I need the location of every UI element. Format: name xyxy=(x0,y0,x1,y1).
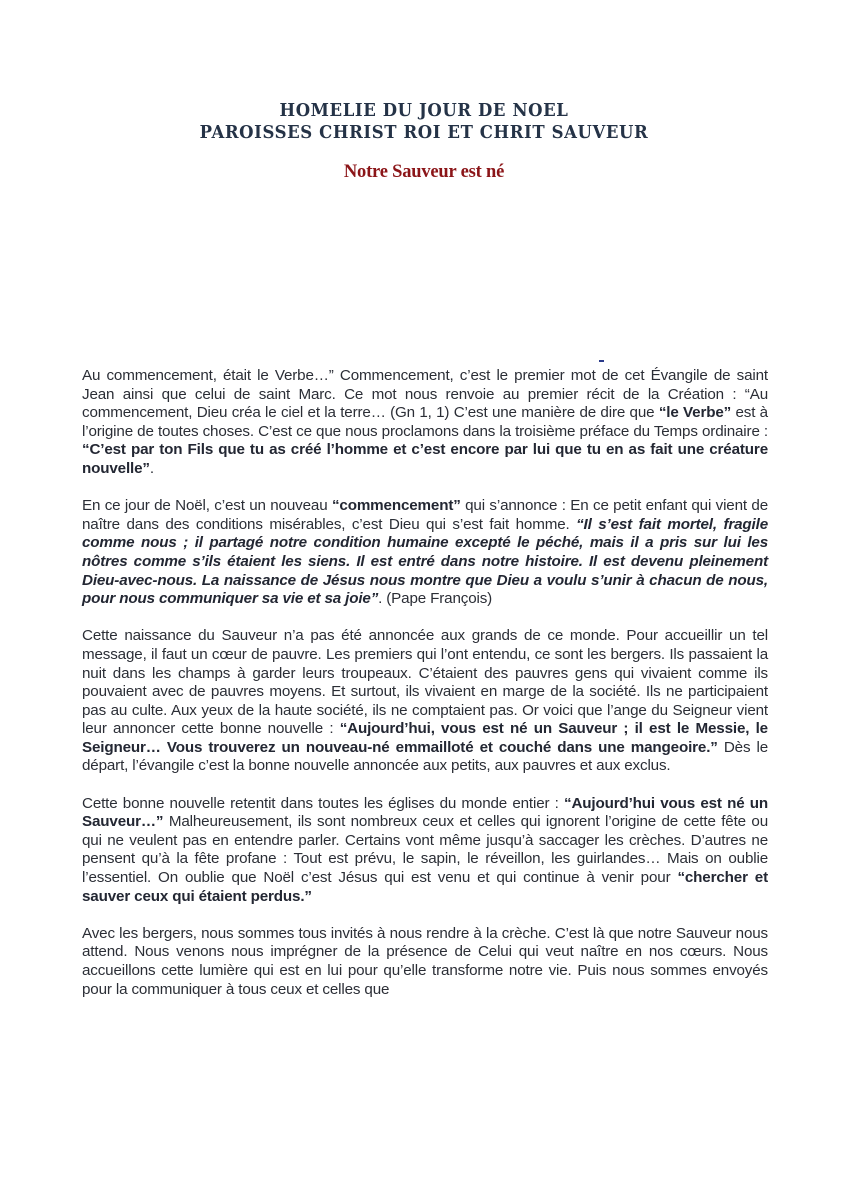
paragraph-1 xyxy=(82,367,768,479)
text-run: En ce jour de Noël, c’est un nouveau xyxy=(82,497,332,515)
bold-quote: “C’est par ton Fils que tu as créé l’homme et c’est encore par lui que tu en as fait une créature nouvelle” xyxy=(82,441,768,477)
text-run: qui s’annonce : En ce petit enfant qui vient de naître dans des conditions misérables, c’est Dieu qui s’est fait homme. xyxy=(82,497,769,533)
paragraph-2 xyxy=(82,497,768,609)
bold-quote: “chercher et sauver ceux qui étaient perdus.” xyxy=(82,869,768,905)
text-run: . (Pape François) xyxy=(378,590,493,608)
text-run: est à l’origine de toutes choses. C’est ce que nous proclamons dans la troisième préface du Temps ordinaire : xyxy=(82,404,768,440)
text-run: Cette bonne nouvelle retentit dans toutes les églises du monde entier : xyxy=(82,794,564,812)
text-run: Avec les bergers, nous sommes tous invités à nous rendre à la crèche. C’est là que notre Sauveur nous attend. Nous venons nous imprégner de la présence de Celui qui veut naître en nos cœurs. Nous accueillons cette lumière qui est en lui pour qu’elle transforme notre vie. Puis nous sommes envoyés pour la communiquer à tous ceux et celles que xyxy=(82,924,768,998)
dash-marker xyxy=(599,360,604,362)
text-run: Dès le départ, l’évangile c’est la bonne nouvelle annoncée aux petits, aux pauvres et aux exclus. xyxy=(82,738,768,775)
bold-quote: “commencement” xyxy=(331,497,461,515)
text-run: Au commencement, était le Verbe…” Commencement, c’est le premier mot de cet Évangile de saint Jean ainsi que celui de saint Marc. Ce mot nous renvoie au premier récit de la Création : “Au commencement, Dieu créa le ciel et la terre… (Gn 1, 1) C’est une manière de dire que xyxy=(82,367,768,422)
text-run: . xyxy=(149,459,154,477)
bold-quote: “Aujourd’hui, vous est né un Sauveur ; il est le Messie, le Seigneur… Vous trouverez un nouveau-né emmailloté et couché dans une mangeoire.” xyxy=(82,720,768,756)
text-run: Malheureusement, ils sont nombreux ceux et celles qui ignorent l’origine de cette fête ou qui ne veulent pas en entendre parler. Certains vont même jusqu’à saccager les crèches. D’autres ne pensent qu’à la fête profane : Tout est prévu, le sapin, le réveillon, les guirlandes… Mais on oublie l’essentiel. On oublie que Noël c’est Jésus qui est venu et qui continue à venir pour xyxy=(82,813,768,887)
title-line-1: HOMELIE DU JOUR DE NOEL xyxy=(279,100,569,121)
bold-quote: “Aujourd’hui vous est né un Sauveur…” xyxy=(82,794,768,831)
document-header xyxy=(0,100,848,183)
bold-italic-quote: “Il s’est fait mortel, fragile comme nous ; il partagé notre condition humaine excepté le péché, mais il a pris sur lui les nôtres comme s’ils étaient les siens. Il est entré dans notre histoire. Il est devenu pleinement Dieu-avec-nous. La naissance de Jésus nous montre que Dieu a voulu s’unir à chacun de nous, pour nous communiquer sa vie et sa joie” xyxy=(82,515,768,608)
title-line-2: PAROISSES CHRIST ROI ET CHRIT SAUVEUR xyxy=(199,122,649,143)
paragraph-4 xyxy=(82,795,768,907)
paragraph-3 xyxy=(82,627,768,776)
text-run: Cette naissance du Sauveur n’a pas été annoncée aux grands de ce monde. Pour accueillir un tel message, il faut un cœur de pauvre. Les premiers qui l’ont entendu, ce sont les bergers. Ils passaient la nuit dans les champs à garder leurs troupeaux. C’étaient des pauvres gens qui vivaient comme ils pouvaient avec de pauvres moyens. Et surtout, ils vivaient en marge de la société. Ils ne participaient pas au culte. Aux yeux de la haute société, ils ne comptaient pas. Or voici que l’ange du Seigneur vient leur annoncer cette bonne nouvelle : xyxy=(82,627,768,738)
bold-quote: “le Verbe” xyxy=(658,404,732,422)
paragraph-5 xyxy=(82,925,768,999)
homily-body xyxy=(82,367,768,1018)
document-subtitle: Notre Sauveur est né xyxy=(343,162,505,182)
